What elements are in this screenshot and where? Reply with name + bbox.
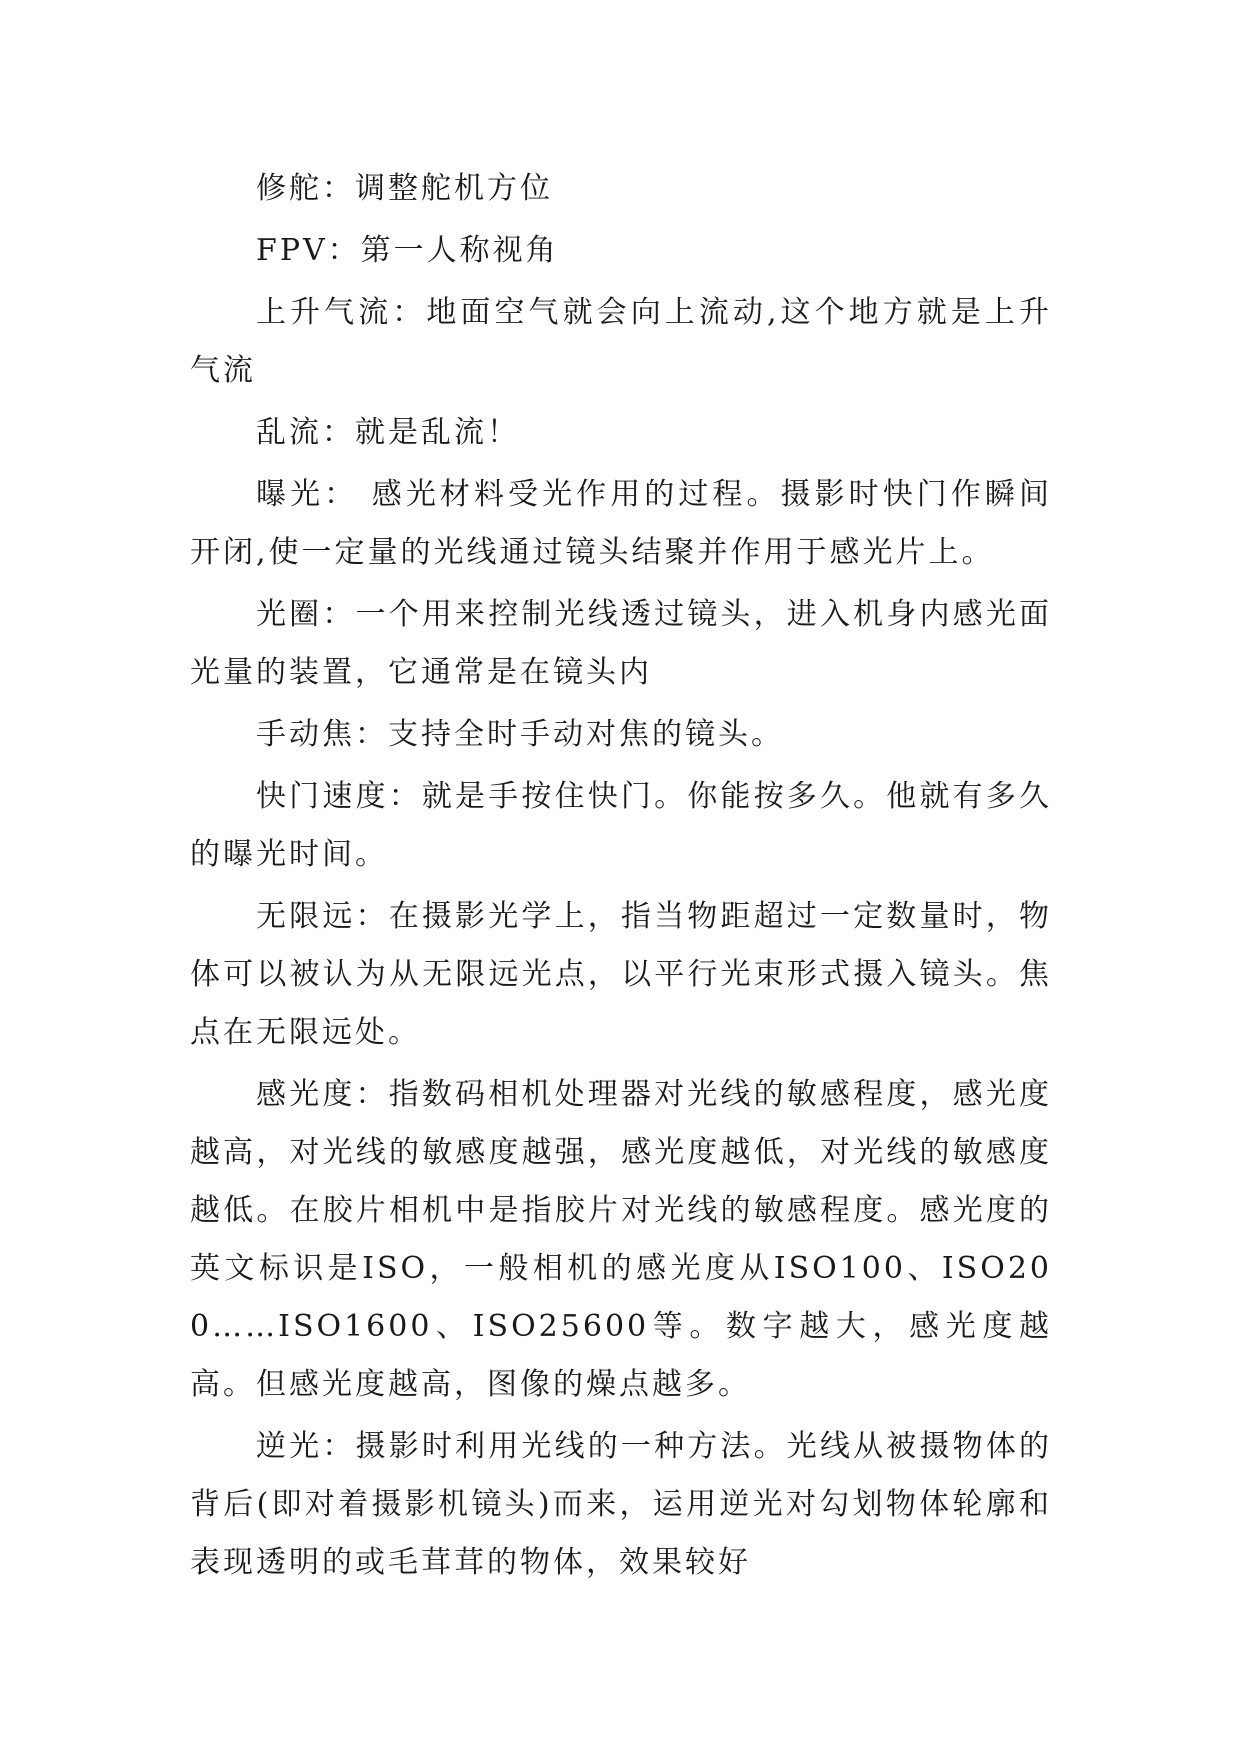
paragraph-wu-xian-yuan: 无限远：在摄影光学上，指当物距超过一定数量时，物体可以被认为从无限远光点，以平行光束形式摄入镜头。焦点在无限远处。	[190, 899, 1052, 1050]
paragraph-fpv: FPV：第一人称视角	[256, 233, 559, 268]
paragraph-guang-quan: 光圈：一个用来控制光线透过镜头，进入机身内感光面光量的装置，它通常是在镜头内	[190, 597, 1052, 690]
paragraph-luan-liu: 乱流：就是乱流！	[256, 415, 520, 450]
document-body	[190, 160, 1052, 1596]
paragraph-kuai-men-su-du: 快门速度：就是手按住快门。你能按多久。他就有多久的曝光时间。	[190, 779, 1052, 872]
paragraph-xiu-duo: 修舵：调整舵机方位	[256, 171, 553, 206]
paragraph-ni-guang: 逆光：摄影时利用光线的一种方法。光线从被摄物体的背后(即对着摄影机镜头)而来，运用逆光对勾划物体轮廓和表现透明的或毛茸茸的物体，效果较好	[190, 1429, 1052, 1580]
paragraph-gan-guang-du: 感光度：指数码相机处理器对光线的敏感程度，感光度越高，对光线的敏感度越强，感光度越低，对光线的敏感度越低。在胶片相机中是指胶片对光线的敏感程度。感光度的英文标识是ISO，一般相机的感光度从ISO100、ISO200……ISO1600、ISO25600等。数字越大，感光度越高。但感光度越高，图像的燥点越多。	[190, 1077, 1052, 1402]
paragraph-bao-guang: 曝光： 感光材料受光作用的过程。摄影时快门作瞬间开闭,使一定量的光线通过镜头结聚并作用于感光片上。	[190, 477, 1052, 570]
paragraph-shang-sheng-qi-liu: 上升气流：地面空气就会向上流动,这个地方就是上升气流	[190, 295, 1052, 388]
paragraph-shou-dong-jiao: 手动焦：支持全时手动对焦的镜头。	[256, 717, 784, 752]
